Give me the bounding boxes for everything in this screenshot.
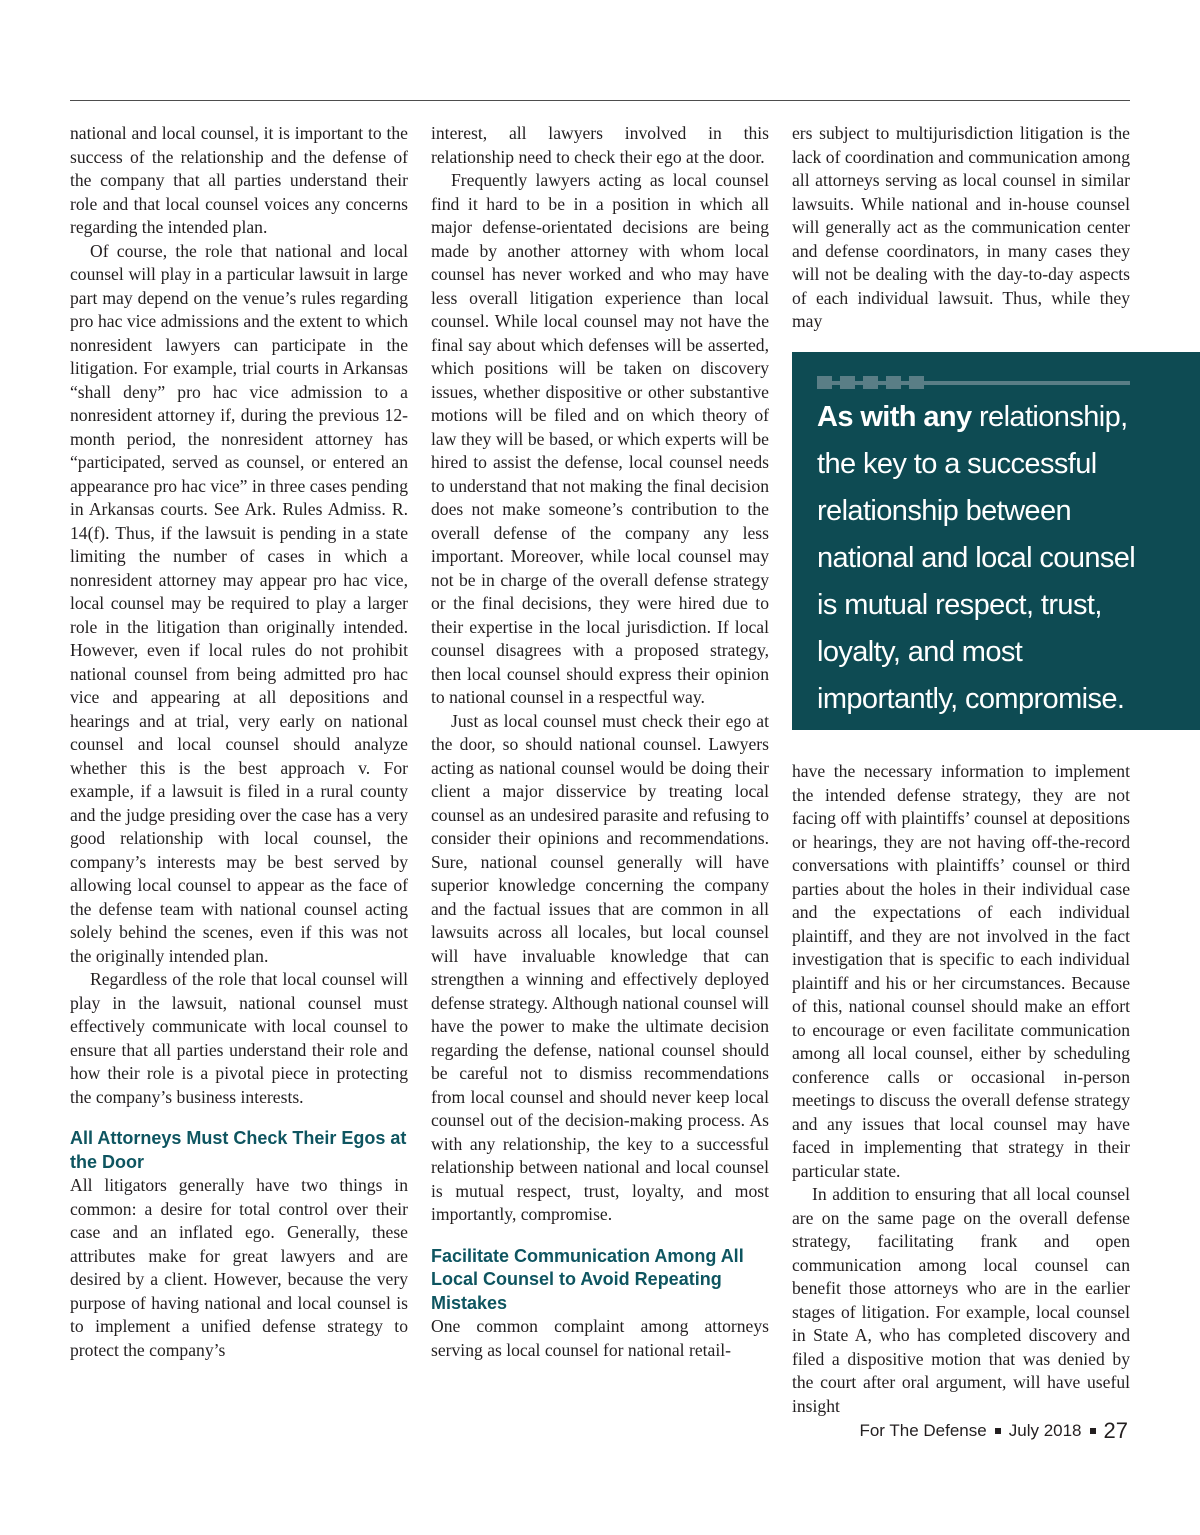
column-2 [431,122,769,1362]
body-paragraph: ers subject to multijurisdiction litigation is the lack of coordination and communication among all attorneys serving as local counsel in similar lawsuits. While national and in-house counsel will generally act as the communication center and defense coordinators, in many cases they will not be dealing with the day-to-day aspects of each individual lawsuit. Thus, while they may [792,123,1130,331]
top-rule [70,100,1130,101]
body-paragraph: interest, all lawyers involved in this relationship need to check their ego at the door. [431,123,769,167]
section-heading: All Attorneys Must Check Their Egos at the Door [70,1128,407,1172]
body-paragraph: Of course, the role that national and local counsel will play in a particular lawsuit in large part may depend on the venue’s rules regarding pro hac vice admissions and the extent to which nonresident lawyers can participate in the litigation. For example, trial courts in Arkansas “shall deny” pro hac vice admission to a nonresident attorney if, during the previous 12-month period, the nonresident attorney has “participated, served as counsel, or entered an appearance pro hac vice” in three cases pending in Arkansas courts. See Ark. Rules Admiss. R. 14(f). Thus, if the lawsuit is pending in a state limiting the number of cases in which a nonresident attorney may appear pro hac vice, local counsel may be required to play a larger role in the litigation than originally intended. However, even if local rules do not prohibit national counsel from being admitted pro hac vice and appearing at all depositions and hearings and at trial, very early on national counsel and local counsel should analyze whether this is the best approach v. For example, if a lawsuit is filed in a rural county and the judge presiding over the case has a very good relationship with local counsel, the company’s interests may be best served by allowing local counsel to appear as the face of the defense team with national counsel acting solely behind the scenes, even if this was not the originally intended plan. [70,240,408,966]
section-heading: Facilitate Communication Among All Local Counsel to Avoid Repeating Mistakes [431,1245,744,1313]
body-paragraph: have the necessary information to implement the intended defense strategy, they are not facing off with plaintiffs’ counsel at depositions or hearings, they are not having off-the-record conversations with plaintiffs’ counsel or third parties about the holes in their individual case and the expectations of each individual plaintiff, and they are not involved in the fact investigation that is specific to each individual plaintiff and his or her circumstances. Because of this, national counsel should make an effort to encourage or even facilitate communication among all local counsel, either by scheduling conference calls or occasional in-person meetings to discuss the overall defense strategy and any issues that local counsel may have faced in implementing that strategy in their particular state. [792,761,1130,1181]
pull-quote-rest: relationship, the key to a successful relationship between national and local counsel is mutual respect, trust, loyalty, and most importantly, compromise. [817,401,1136,715]
pull-quote-bold: As with any [817,401,972,433]
column-3-bottom [792,760,1130,1418]
body-paragraph: Regardless of the role that local counsel will play in the lawsuit, national counsel must effectively communicate with local counsel to ensure that all parties understand their role and how their role is a pivotal piece in protecting the company’s business interests. [70,969,408,1107]
column-3-top [792,122,1130,334]
footer-date: July 2018 [1008,1421,1082,1440]
footer-separator-icon [995,1428,1001,1434]
body-paragraph: In addition to ensuring that all local counsel are on the same page on the overall defense strategy, facilitating frank and open communication among local counsel can benefit those attorneys who are in the earlier stages of litigation. For example, local counsel in State A, who has completed discovery and filed a dispositive motion that was denied by the court after oral argument, will have useful insight [792,1184,1130,1416]
page-footer [859,1418,1128,1444]
body-paragraph: Just as local counsel must check their ego at the door, so should national counsel. Lawyers acting as national counsel would be doing their client a major disservice by treating local counsel as an undesired parasite and refusing to consider their opinions and recommendations. Sure, national counsel generally will have superior knowledge concerning the company and the factual issues that are common in all lawsuits across all locales, but local counsel will have invaluable knowledge that can strengthen a winning and effectively deployed defense strategy. Although national counsel will have the power to make the ultimate decision regarding the defense, national counsel should be careful not to dismiss recommendations from local counsel and should never keep local counsel out of the decision-making process. As with any relationship, the key to a successful relationship between national and local counsel is mutual respect, trust, loyalty, and most importantly, compromise. [431,710,769,1224]
pull-quote-squares-decoration [817,376,924,389]
page-number: 27 [1103,1418,1128,1443]
body-paragraph: Frequently lawyers acting as local counsel find it hard to be in a position in which all major defense-orientated decisions are being made by another attorney with whom local counsel has never worked and who may have less overall litigation experience than local counsel. While local counsel may not have the final say about which defenses will be asserted, which positions will be taken on discovery issues, whether dispositive or other substantive motions will be filed and on which theory of law they will be based, or which experts will be hired to assist the defense, local counsel needs to understand that not making the final decision does not make someone’s contribution to the overall defense of the company any less important. Moreover, while local counsel may not be in charge of the overall defense strategy or the final decisions, they were hired due to their expertise in the local jurisdiction. If local counsel disagrees with a proposed strategy, then local counsel should express their opinion to national counsel in a respectful way. [431,170,769,707]
body-paragraph: national and local counsel, it is important to the success of the relationship and the defense of the company that all parties understand their role and that local counsel voices any concerns regarding the intended plan. [70,123,408,237]
column-1 [70,122,408,1362]
body-paragraph: All litigators generally have two things in common: a desire for total control over their case and an inflated ego. Generally, these attributes make for great lawyers and are desired by a client. However, because the very purpose of having national and local counsel is to implement a unified defense strategy to protect the company’s [70,1175,408,1360]
footer-separator-icon [1090,1428,1096,1434]
footer-publication: For The Defense [859,1421,987,1440]
body-paragraph: One common complaint among attorneys serving as local counsel for national retail- [431,1316,769,1360]
pull-quote-text [817,394,1157,723]
pull-quote [792,352,1200,730]
